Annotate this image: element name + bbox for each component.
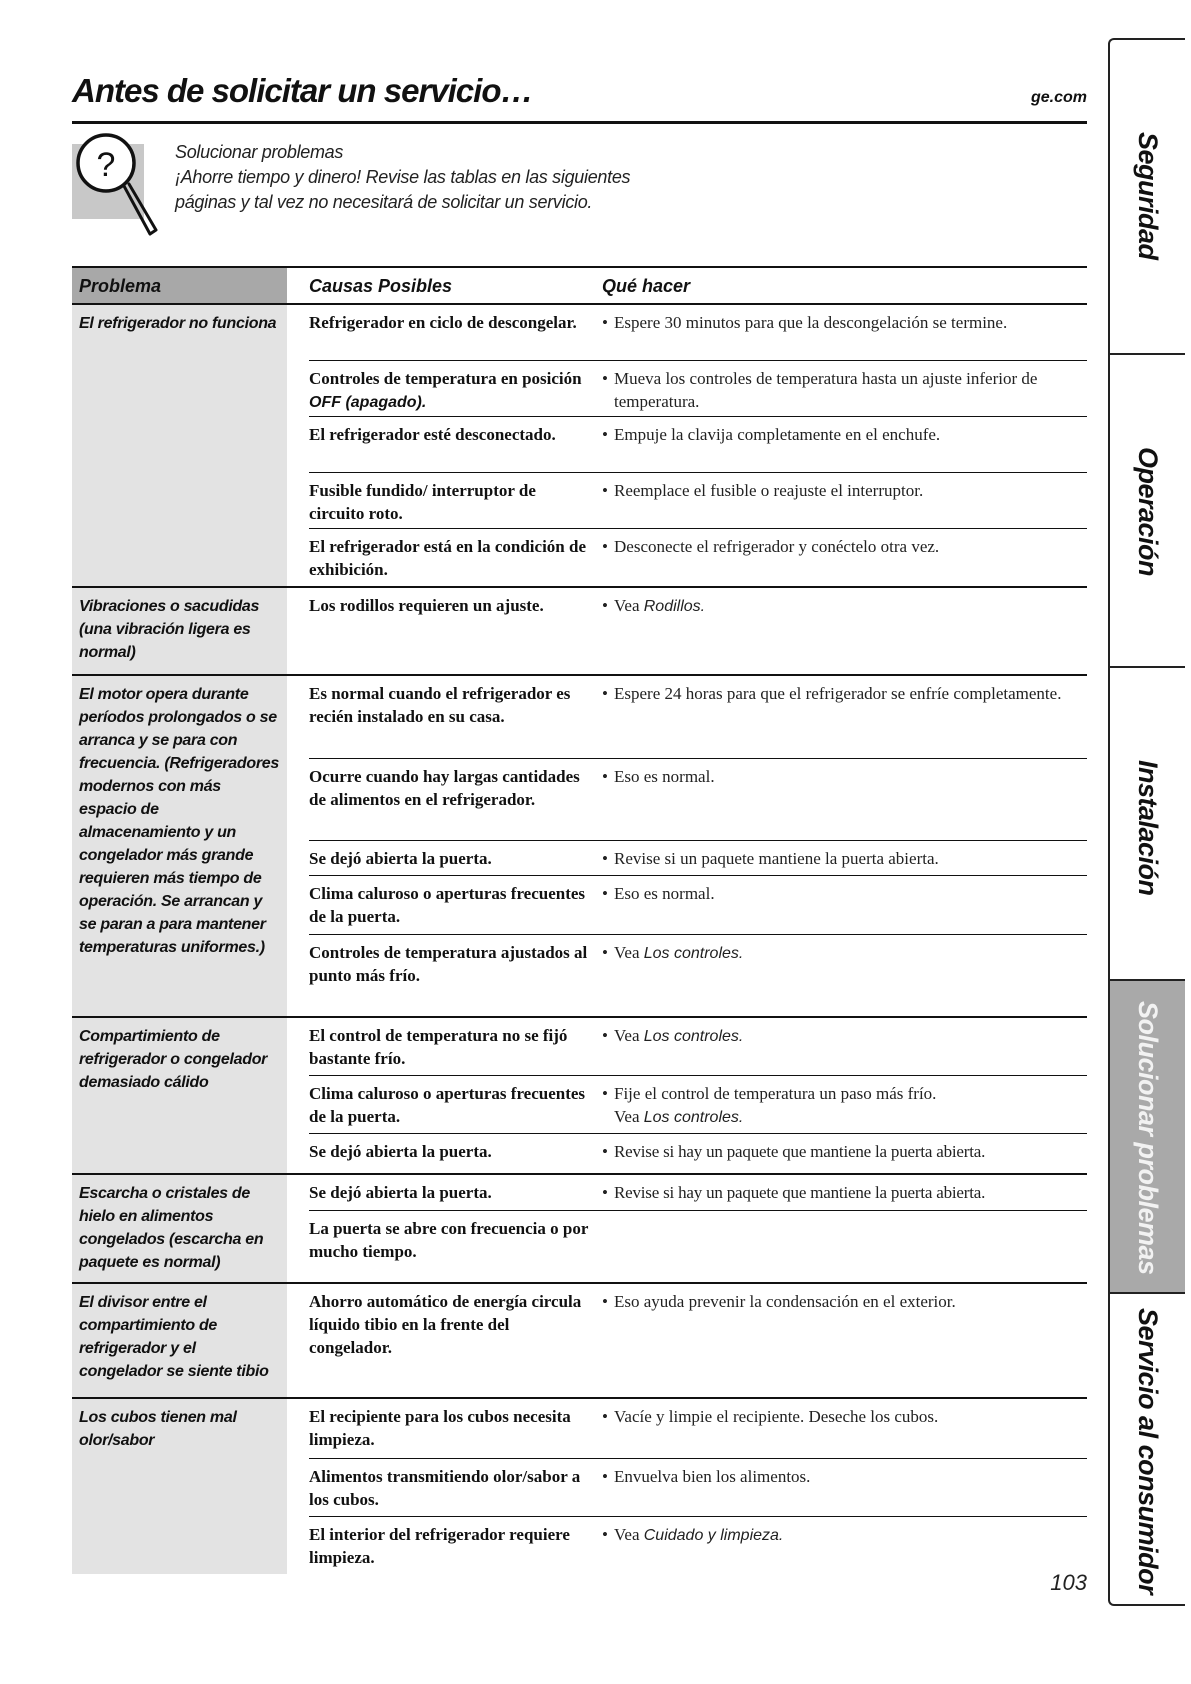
cause-cell: Clima caluroso o aperturas frecuentes de la puerta. [309,884,586,926]
cause-cell: Refrigerador en ciclo de descongelar. [309,313,577,332]
tab-instalacion[interactable] [1110,668,1185,981]
cause-cell: Se dejó abierta la puerta. [309,849,492,868]
problem-group [72,1016,1087,1173]
title-divider [72,121,1087,124]
intro-line: Solucionar problemas [175,142,344,162]
problem-cell: El divisor entre el compartimiento de refrigerador y el congelador se siente tibio [72,1284,287,1397]
problem-group [72,674,1087,1016]
problem-cell: Escarcha o cristales de hielo en alimentos congelados (escarcha en paquete es normal) [72,1175,287,1282]
todo-text: Eso es normal. [614,767,715,786]
todo-cell: • Vea Rodillos. [602,596,706,615]
todo-text: Eso es normal. [614,884,715,903]
table-row [309,1018,1087,1075]
site-link[interactable]: ge.com [1030,89,1087,106]
todo-cell: • Fije el control de temperatura un paso más frío. Vea Los controles. [602,1084,937,1126]
todo-cell: • Vea Los controles. [602,943,744,962]
todo-cell: • Revise si hay un paquete que mantiene la puerta abierta. [602,1181,1087,1204]
table-row [309,1210,1087,1280]
cause-cell: El interior del refrigerador requiere limpieza. [309,1525,570,1567]
problem-cell: El motor opera durante períodos prolongados o se arranca y se para con frecuencia. (Refrigeradores modernos con más espacio de almacenamiento y un congelador más grande requieren más tiempo de operación. Se arrancan y se paran a para mantener temperaturas uniformes.) [72,676,287,1016]
todo-cell: • Eso ayuda prevenir la condensación en el exterior. [602,1290,1087,1359]
todo-text: Vea [614,1107,644,1126]
tab-label: Solucionar problemas [1133,1001,1163,1275]
todo-italic-text: Rodillos. [643,598,706,615]
todo-text: Envuelva bien los alimentos. [614,1467,811,1486]
cause-cell: Fusible fundido/ interruptor de circuito roto. [309,481,536,523]
table-row [309,676,1087,758]
tab-label: Operación [1133,447,1163,577]
header-causes: Causas Posibles [309,276,453,296]
cause-cell: Es normal cuando el refrigerador es recién instalado en su casa. [309,684,571,726]
cause-cell: Se dejó abierta la puerta. [309,1183,492,1202]
todo-text: Vacíe y limpie el recipiente. Deseche los cubos. [614,1407,939,1426]
table-row [309,305,1087,360]
todo-text: Espere 30 minutos para que la descongelación se termine. [614,313,1008,332]
table-row [309,934,1087,1016]
tab-label: Seguridad [1133,132,1163,260]
table-row [309,1399,1087,1458]
todo-cell: • Desconecte el refrigerador y conéctelo otra vez. [602,535,1087,580]
todo-cell: • Espere 30 minutos para que la descongelación se termine. [602,311,1087,354]
todo-text: Revise si un paquete mantiene la puerta abierta. [614,849,939,868]
todo-cell: • Vacíe y limpie el recipiente. Deseche los cubos. [602,1405,1087,1452]
cause-cell: Controles de temperatura ajustados al punto más frío. [309,943,588,985]
todo-cell: • Eso es normal. [602,765,1087,834]
todo-text: Vea [614,1525,644,1544]
todo-text: Reemplace el fusible o reajuste el interruptor. [614,481,924,500]
svg-text:?: ? [96,146,116,184]
tab-servicio-al-consumidor[interactable] [1110,1294,1185,1606]
table-row [309,1516,1087,1574]
todo-cell: • Reemplace el fusible o reajuste el interruptor. [602,479,1087,522]
problem-group [72,1282,1087,1397]
cause-cell: Los rodillos requieren un ajuste. [309,596,544,615]
cause-cell: La puerta se abre con frecuencia o por mucho tiempo. [309,1219,589,1261]
problem-cell: Vibraciones o sacudidas (una vibración ligera es normal) [72,588,287,674]
todo-cell: • Revise si hay un paquete que mantiene la puerta abierta. [602,1140,1087,1167]
todo-text: Revise si hay un paquete que mantiene la puerta abierta. [614,1142,986,1161]
table-row [309,1075,1087,1133]
problem-group [72,305,1087,586]
todo-italic-text: Los controles. [643,1028,744,1045]
question-magnifier-icon [72,144,144,219]
tab-label: Instalación [1133,760,1163,896]
intro-text [175,140,630,215]
todo-cell: • Espere 24 horas para que el refrigerador se enfríe completamente. [602,682,1087,752]
todo-text: Mueva los controles de temperatura hasta un ajuste inferior de temperatura. [614,369,1038,411]
table-row [309,1133,1087,1173]
table-row [309,1175,1087,1210]
todo-cell: • Revise si un paquete mantiene la puerta abierta. [602,847,1087,869]
cause-italic-text: OFF (apagado). [309,394,427,411]
table-header [72,266,1087,305]
todo-italic-text: Los controles. [643,945,744,962]
cause-cell: Ocurre cuando hay largas cantidades de alimentos en el refrigerador. [309,767,580,809]
cause-text: Controles de temperatura en posición [309,369,582,388]
cause-cell: El control de temperatura no se fijó bastante frío. [309,1026,568,1068]
todo-text: Empuje la clavija completamente en el enchufe. [614,425,941,444]
cause-cell: El refrigerador está en la condición de exhibición. [309,537,587,579]
table-row [309,840,1087,875]
table-row [309,1458,1087,1516]
header-todo: Qué hacer [602,276,691,296]
page-title: Antes de solicitar un servicio… [72,72,533,109]
todo-cell: • Empuje la clavija completamente en el enchufe. [602,423,1087,466]
table-row [309,588,1087,624]
todo-text: Vea [614,596,644,615]
todo-italic-text: Cuidado y limpieza. [643,1527,784,1544]
table-row [309,472,1087,528]
cause-cell: Alimentos transmitiendo olor/sabor a los cubos. [309,1467,581,1509]
todo-cell: • Eso es normal. [602,882,1087,928]
todo-text: Fije el control de temperatura un paso más frío. [614,1084,937,1103]
todo-cell: • Vea Los controles. [602,1026,744,1045]
intro-line: páginas y tal vez no necesitará de solicitar un servicio. [175,192,593,212]
tab-label: Servicio al consumidor [1133,1308,1163,1595]
table-row [309,1284,1087,1365]
todo-text: Revise si hay un paquete que mantiene la puerta abierta. [614,1183,986,1202]
cause-cell: Ahorro automático de energía circula líquido tibio en la frente del congelador. [309,1292,582,1357]
todo-cell: • Vea Cuidado y limpieza. [602,1525,784,1544]
todo-text: Desconecte el refrigerador y conéctelo otra vez. [614,537,940,556]
todo-text: Espere 24 horas para que el refrigerador se enfríe completamente. [614,684,1062,703]
troubleshooting-table [72,266,1087,1574]
tab-seguridad[interactable] [1110,40,1185,355]
cause-cell: Clima caluroso o aperturas frecuentes de la puerta. [309,1084,586,1126]
cause-cell [309,367,602,410]
cause-cell: El refrigerador esté desconectado. [309,425,556,444]
problem-group [72,1173,1087,1282]
cause-cell: Se dejó abierta la puerta. [309,1142,492,1161]
cause-cell: El recipiente para los cubos necesita limpieza. [309,1407,571,1449]
problem-group [72,586,1087,674]
problem-cell: Los cubos tienen mal olor/sabor [72,1399,287,1574]
header-problem: Problema [72,268,287,303]
table-row [309,875,1087,934]
tab-operacion[interactable] [1110,355,1185,668]
todo-text: Vea [614,943,644,962]
page-number: 103 [1050,1570,1087,1595]
todo-italic-text: Los controles. [643,1109,744,1126]
table-row [309,758,1087,840]
todo-text: Vea [614,1026,644,1045]
todo-text: Eso ayuda prevenir la condensación en el exterior. [614,1292,956,1311]
todo-cell: • Mueva los controles de temperatura hasta un ajuste inferior de temperatura. [602,367,1087,410]
tab-solucionar-problemas[interactable] [1110,981,1185,1294]
table-row [309,360,1087,416]
intro-line: ¡Ahorre tiempo y dinero! Revise las tablas en las siguientes [175,167,631,187]
problem-cell: Compartimiento de refrigerador o congelador demasiado cálido [72,1018,287,1173]
table-row [309,416,1087,472]
problem-group [72,1397,1087,1574]
todo-cell: • Envuelva bien los alimentos. [602,1465,1087,1510]
table-row [309,528,1087,586]
section-tabs [1108,38,1185,1606]
todo-cell [602,1217,1087,1274]
problem-cell: El refrigerador no funciona [72,305,287,586]
